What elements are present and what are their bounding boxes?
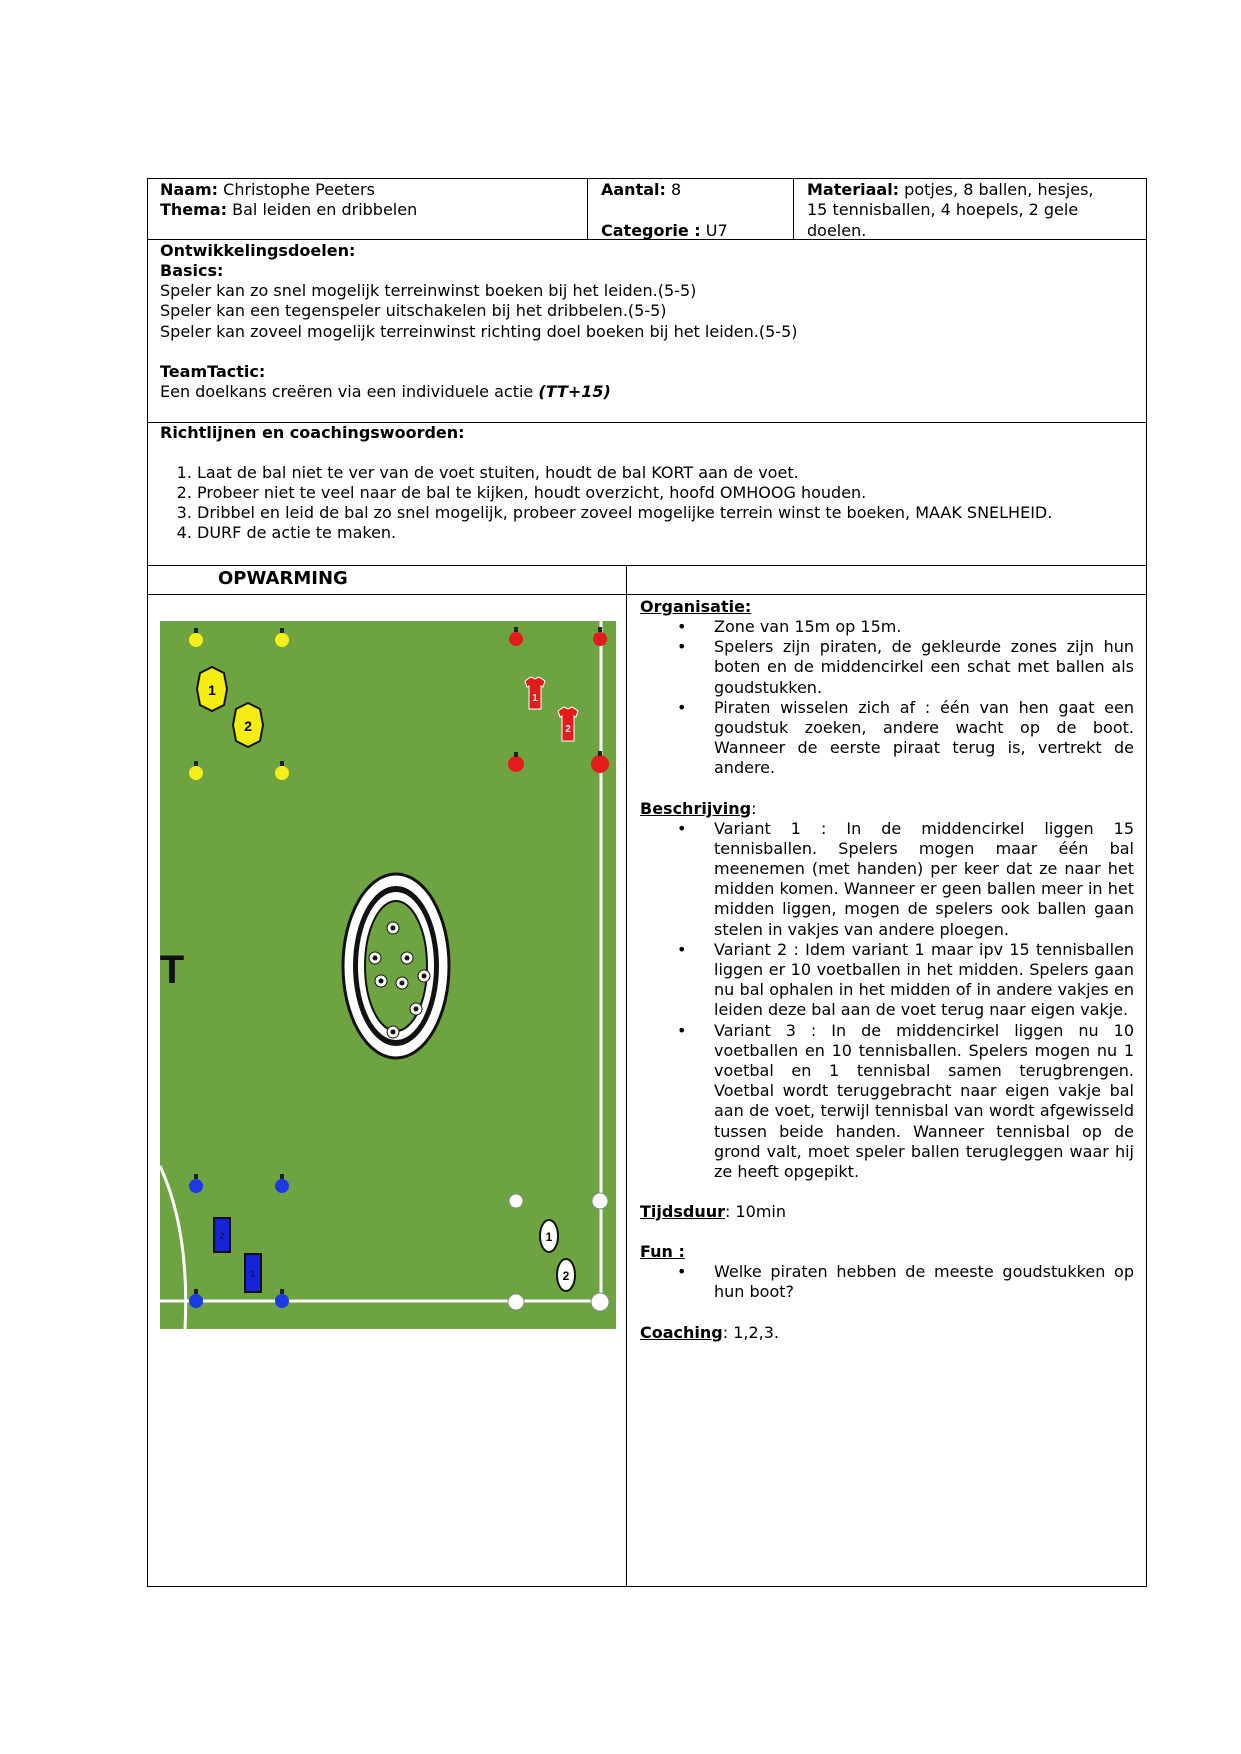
details-text xyxy=(640,597,1134,1343)
white-player-2 xyxy=(557,1259,575,1291)
white-player-1-label: 1 xyxy=(545,1230,553,1244)
naam-line xyxy=(160,180,375,200)
teamtactic-title: TeamTactic: xyxy=(160,362,266,381)
blue-player-2-label: 2 xyxy=(219,1231,225,1241)
organisatie-item: • Zone van 15m op 15m. xyxy=(640,617,1134,637)
beschrijving-item: • Variant 2 : Idem variant 1 maar ipv 15 tennisballen liggen er 10 voetballen in het midden. Spelers gaan nu bal ophalen in het midden of in andere vakjes en leiden deze bal aan de voet terug naar eigen vakje. xyxy=(640,940,1134,1021)
naam-label: Naam: xyxy=(160,180,219,199)
thema-value: Bal leiden en dribbelen xyxy=(232,200,418,219)
naam-value: Christophe Peeters xyxy=(223,180,375,199)
beschrijving-item: • Variant 3 : In de middencirkel liggen nu 10 voetballen en 10 tennisballen. Spelers mogen nu 1 voetbal en 1 tennisbal samen terugbrengen. Voetbal wordt teruggebracht naar eigen vakje bal aan de voet, terwijl tennisbal van wordt afgewisseld tussen beide handen. Wanneer tennisbal op de grond valt, moet speler ballen terugleggen waar hij ze heeft opgepikt. xyxy=(640,1021,1134,1183)
guideline-item: 2. Probeer niet te veel naar de bal te kijken, houdt overzicht, hoofd OMHOOG houden. xyxy=(197,483,1052,503)
coaching-value: : 1,2,3. xyxy=(722,1322,780,1342)
fun-label: Fun : xyxy=(640,1242,685,1262)
organisatie-list xyxy=(640,617,1134,779)
aantal-label: Aantal: xyxy=(601,180,666,199)
categorie-value: U7 xyxy=(705,221,728,240)
materiaal-label: Materiaal: xyxy=(807,180,900,199)
white-player-2-label: 2 xyxy=(562,1269,570,1283)
fun-item: • Welke piraten hebben de meeste goudstukken op hun boot? xyxy=(640,1262,1134,1302)
beschrijving-heading xyxy=(640,799,1134,819)
beschrijving-colon: : xyxy=(751,798,757,818)
basics-item-2: Speler kan een tegenspeler uitschakelen bij het dribbelen.(5-5) xyxy=(160,301,667,320)
basics-item-3: Speler kan zoveel mogelijk terreinwinst richting doel boeken bij het leiden.(5-5) xyxy=(160,322,798,341)
guidelines-title: Richtlijnen en coachingswoorden: xyxy=(160,423,465,442)
yellow-player-1-label: 1 xyxy=(208,682,216,698)
tijdsduur-label: Tijdsduur xyxy=(640,1202,725,1222)
section-title: OPWARMING xyxy=(218,568,348,589)
blue-player-1-label: 1 xyxy=(250,1269,256,1279)
organisatie-item: • Spelers zijn piraten, de gekleurde zones zijn hun boten en de middencirkel een schat met ballen als goudstukken. xyxy=(640,637,1134,698)
materiaal-line-3: doelen. xyxy=(807,221,867,240)
thema-label: Thema: xyxy=(160,200,228,219)
blue-player-2 xyxy=(214,1218,230,1252)
white-player-1 xyxy=(540,1220,558,1252)
aantal-line xyxy=(601,180,681,200)
guideline-item: 4. DURF de actie te maken. xyxy=(197,523,1052,543)
coaching-line xyxy=(640,1323,1134,1343)
section-title-right-cell xyxy=(626,565,1147,595)
red-player-2-label: 2 xyxy=(565,724,571,735)
materiaal-line-2: 15 tennisballen, 4 hoepels, 2 gele xyxy=(807,200,1079,219)
teamtactic-code: (TT+15) xyxy=(538,382,611,401)
goals-title: Ontwikkelingsdoelen: xyxy=(160,241,356,260)
field-diagram xyxy=(160,621,616,1329)
beschrijving-item: • Variant 1 : In de middencirkel liggen 15 tennisballen. Spelers mogen maar één bal meenemen (met handen) per keer dat ze naar het midden komen. Wanneer er geen ballen meer in het midden liggen, mogen de spelers ook ballen gaan stelen in vakjes van andere ploegen. xyxy=(640,819,1134,940)
tijdsduur-value: : 10min xyxy=(724,1202,786,1222)
red-player-1-label: 1 xyxy=(532,693,538,704)
tijdsduur-line xyxy=(640,1202,1134,1222)
aantal-value: 8 xyxy=(671,180,682,199)
materiaal-line-1 xyxy=(807,180,1094,200)
organisatie-label: Organisatie: xyxy=(640,597,752,616)
thema-line xyxy=(160,200,417,220)
teamtactic-text: Een doelkans creëren via een individuele actie xyxy=(160,382,534,401)
yellow-player-2 xyxy=(233,703,263,747)
categorie-line xyxy=(601,221,728,241)
guidelines-list xyxy=(160,463,1052,543)
beschrijving-list xyxy=(640,819,1134,1183)
guideline-item: 3. Dribbel en leid de bal zo snel mogelijk, probeer zoveel mogelijke terrein winst te boeken, MAAK SNELHEID. xyxy=(197,503,1052,523)
coaching-label: Coaching xyxy=(640,1322,723,1342)
yellow-player-1 xyxy=(197,667,227,711)
beschrijving-label: Beschrijving xyxy=(640,798,752,818)
t-marker: T xyxy=(160,948,185,992)
categorie-label: Categorie : xyxy=(601,221,701,240)
basics-item-1: Speler kan zo snel mogelijk terreinwinst boeken bij het leiden.(5-5) xyxy=(160,281,697,300)
yellow-player-2-label: 2 xyxy=(244,718,252,734)
guideline-item: 1. Laat de bal niet te ver van de voet stuiten, houdt de bal KORT aan de voet. xyxy=(197,463,1052,483)
blue-player-1 xyxy=(245,1254,261,1292)
organisatie-item: • Piraten wisselen zich af : één van hen gaat een goudstuk zoeken, andere wacht op de boot. Wanneer de eerste piraat terug is, vertrekt de andere. xyxy=(640,698,1134,779)
basics-title: Basics: xyxy=(160,261,224,280)
fun-list xyxy=(640,1262,1134,1302)
teamtactic-line xyxy=(160,382,611,402)
materiaal-value-1: potjes, 8 ballen, hesjes, xyxy=(904,180,1094,199)
